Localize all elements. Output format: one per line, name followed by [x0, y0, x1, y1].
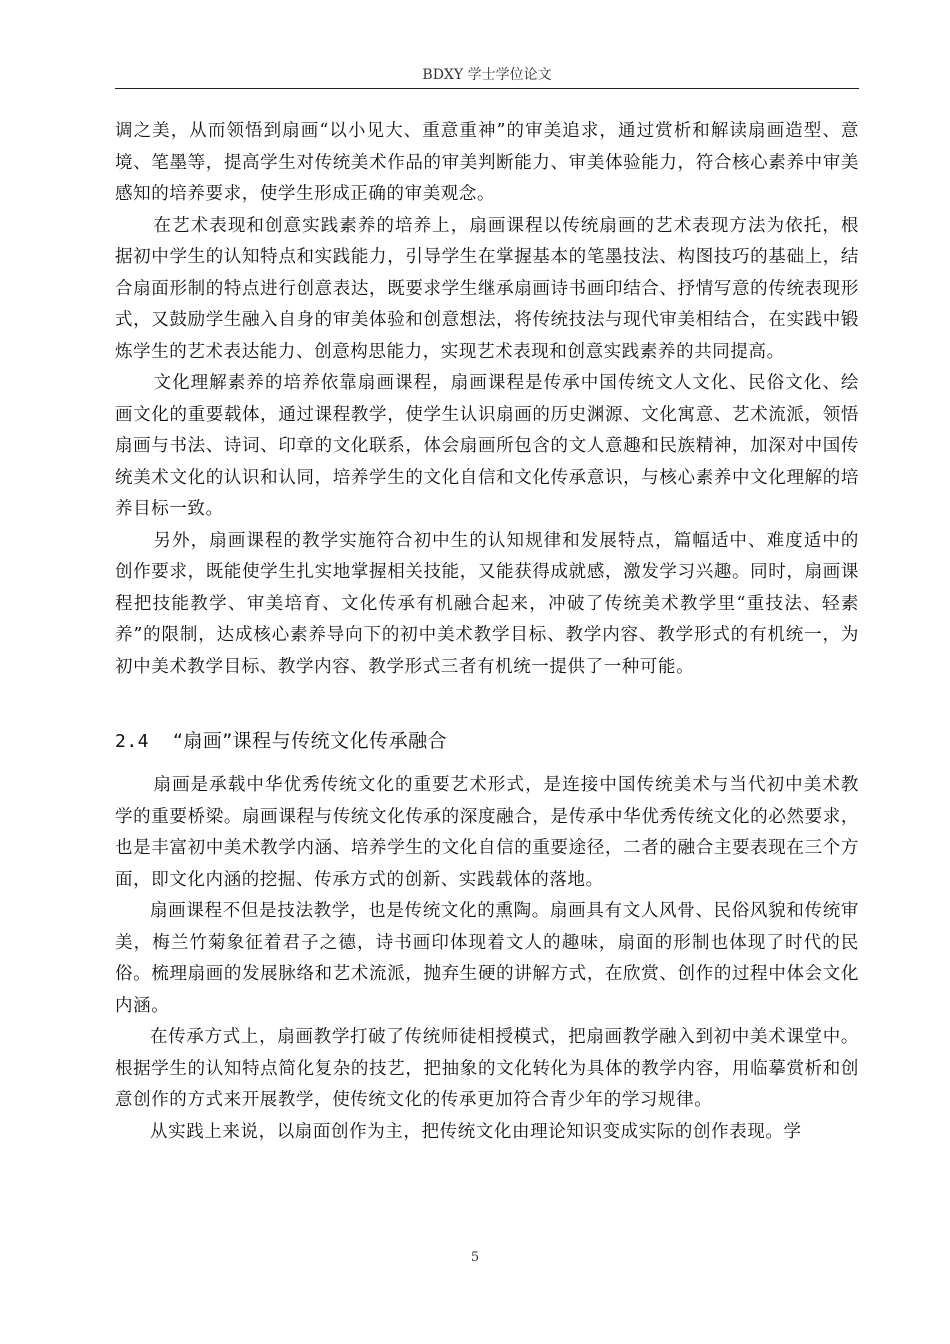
- paragraph: 文化理解素养的培养依靠扇画课程，扇画课程是传承中国传统文人文化、民俗文化、绘画文化的重要载体，通过课程教学，使学生认识扇画的历史渊源、文化寓意、艺术流派，领悟扇画与书法、诗词、印章的文化联系，体会扇画所包含的文人意趣和民族精神，加深对中国传统美术文化的认识和认同，培养学生的文化自信和文化传承意识，与核心素养中文化理解的培养目标一致。: [115, 373, 859, 519]
- paragraph: 扇画是承载中华优秀传统文化的重要艺术形式，是连接中国传统美术与当代初中美术教学的重要桥梁。扇画课程与传统文化传承的深度融合，是传承中华优秀传统文化的必然要求，也是丰富初中美术教学内涵、培养学生的文化自信的重要途径，二者的融合主要表现在三个方面，即文化内涵的挖掘、传承方式的创新、实践载体的落地。: [115, 775, 859, 890]
- paragraph: 另外，扇画课程的教学实施符合初中生的认知规律和发展特点，篇幅适中、难度适中的创作要求，既能使学生扎实地掌握相关技能，又能获得成就感，激发学习兴趣。同时，扇画课程把技能教学、审美培育、文化传承有机融合起来，冲破了传统美术教学里“重技法、轻素养”的限制，达成核心素养导向下的初中美术教学目标、教学内容、教学形式的有机统一，为初中美术教学目标、教学内容、教学形式三者有机统一提供了一种可能。: [115, 530, 859, 677]
- header-title: BDXY 学士学位论文: [422, 67, 552, 83]
- page-header: [115, 64, 859, 89]
- paragraph: 在艺术表现和创意实践素养的培养上，扇画课程以传统扇画的艺术表现方法为依托，根据初中学生的认知特点和实践能力，引导学生在掌握基本的笔墨技法、构图技巧的基础上，结合扇面形制的特点进行创意表达，既要求学生继承扇画诗书画印结合、抒情写意的传统表现形式，又鼓励学生融入自身的审美体验和创意想法，将传统技法与现代审美相结合，在实践中锻炼学生的艺术表达能力、创意构思能力，实现艺术表现和创意实践素养的共同提高。: [115, 215, 859, 362]
- section-title: “扇画”课程与传统文化传承融合: [173, 730, 448, 752]
- paragraph: 从实践上来说，以扇面创作为主，把传统文化由理论知识变成实际的创作表现。学: [150, 1121, 802, 1142]
- document-body: [115, 116, 859, 1148]
- paragraph: 扇画课程不但是技法教学，也是传统文化的熏陶。扇画具有文人风骨、民俗风貌和传统审美，梅兰竹菊象征着君子之德，诗书画印体现着文人的趣味，扇面的形制也体现了时代的民俗。梳理扇画的发展脉络和艺术流派，抛弃生硬的讲解方式，在欣赏、创作的过程中体会文化内涵。: [115, 901, 859, 1016]
- page-number: 5: [470, 1250, 480, 1265]
- paragraph: 在传承方式上，扇画教学打破了传统师徒相授模式，把扇画教学融入到初中美术课堂中。根据学生的认知特点简化复杂的技艺，把抽象的文化转化为具体的教学内容，用临摹赏析和创意创作的方式来开展教学，使传统文化的传承更加符合青少年的学习规律。: [115, 1027, 859, 1110]
- paragraph: 调之美，从而领悟到扇画“以小见大、重意重神”的审美追求，通过赏析和解读扇画造型、意境、笔墨等，提高学生对传统美术作品的审美判断能力、审美体验能力，符合核心素养中审美感知的培养要求，使学生形成正确的审美观念。: [115, 121, 859, 204]
- section-number: 2.4: [115, 731, 150, 752]
- section-heading: [115, 727, 859, 756]
